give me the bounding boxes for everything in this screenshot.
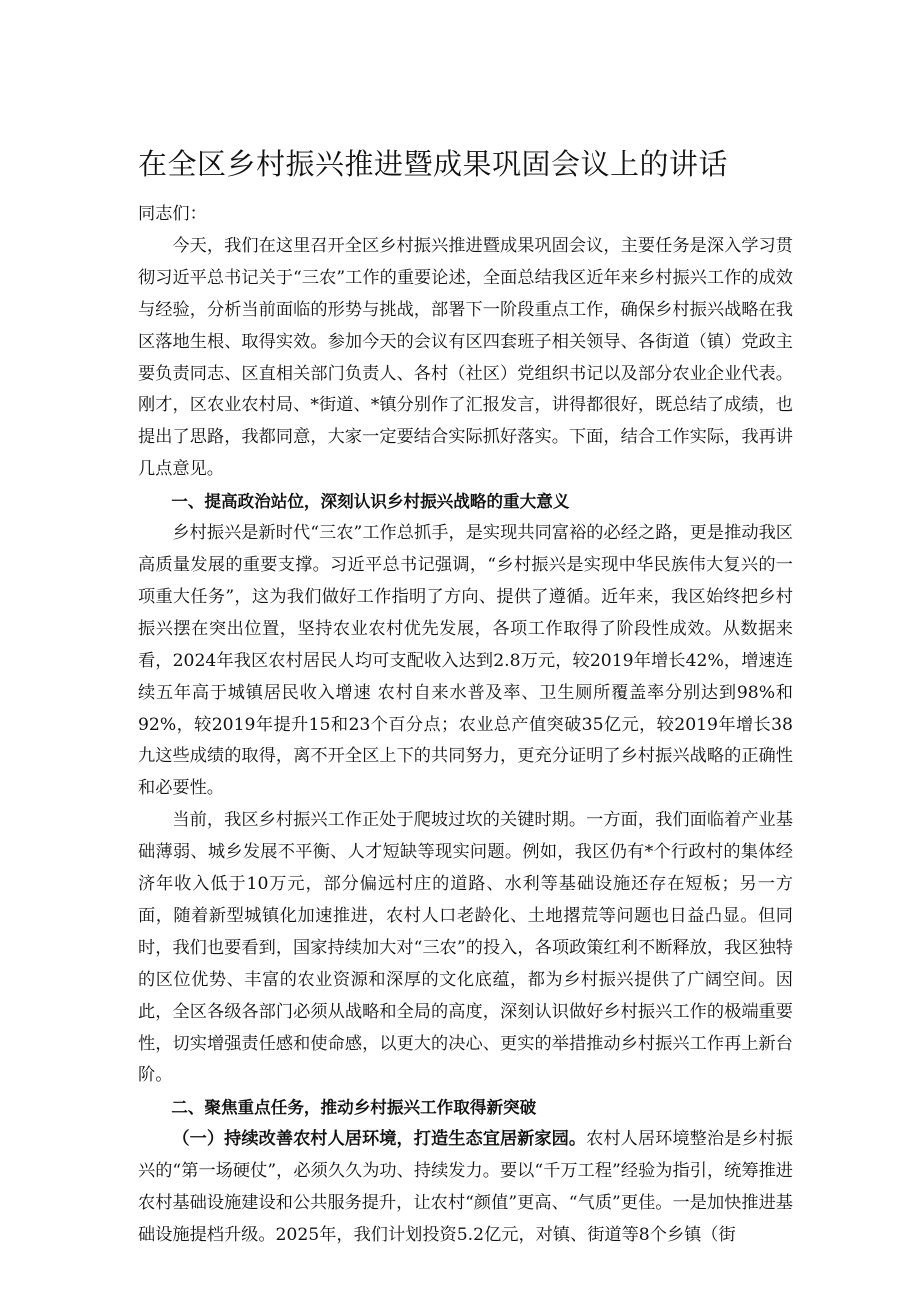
section-1-heading: 一、提高政治站位，深刻认识乡村振兴战略的重大意义 [171,492,570,512]
section-2-heading: 二、聚焦重点任务，推动乡村振兴工作取得新突破 [171,1098,537,1118]
intro-paragraph: 今天，我们在这里召开全区乡村振兴推进暨成果巩固会议，主要任务是深入学习贯彻习近平总书记关于“三农”工作的重要论述，全面总结我区近年来乡村振兴工作的成效与经验，分析当前面临的形势与挑战，部署下一阶段重点工作，确保乡村振兴战略在我区落地生根、取得实效。参加今天的会议有区四套班子相关领导、各街道（镇）党政主要负责同志、区直相关部门负责人、各村（社区）党组织书记以及部分农业企业代表。刚才，区农业农村局、*街道、*镇分别作了汇报发言，讲得都很好，既总结了成绩，也提出了思路，我都同意，大家一定要结合实际抓好落实。下面，结合工作实际，我再讲几点意见。 [138,235,793,480]
section-1-paragraph-2: 当前，我区乡村振兴工作正处于爬坡过坎的关键时期。一方面，我们面临着产业基础薄弱、城乡发展不平衡、人才短缺等现实问题。例如，我区仍有*个行政村的集体经济年收入低于10万元，部分偏远村庄的道路、水利等基础设施还存在短板；另一方面，随着新型城镇化加速推进，农村人口老龄化、土地撂荒等问题也日益凸显。但同时，我们也要看到，国家持续加大对“三农”的投入，各项政策红利不断释放，我区独特的区位优势、丰富的农业资源和深厚的文化底蕴，都为乡村振兴提供了广阔空间。因此，全区各级各部门必须从战略和全局的高度，深刻认识做好乡村振兴工作的极端重要性，切实增强责任感和使命感，以更大的决心、更实的举措推动乡村振兴工作再上新台阶。 [138,810,793,1086]
document-title: 在全区乡村振兴推进暨成果巩固会议上的讲话 [138,147,729,181]
section-2-subsection-1 [138,1124,793,1252]
subsection-1-lead: （一）持续改善农村人居环境，打造生态宜居新家园。 [172,1129,587,1150]
salutation: 同志们： [138,204,207,224]
section-1-paragraph-1: 乡村振兴是新时代“三农”工作总抓手，是实现共同富裕的必经之路，更是推动我区高质量发展的重要支撑。习近平总书记强调，“乡村振兴是实现中华民族伟大复兴的一项重大任务”，这为我们做好工作指明了方向、提供了遵循。近年来，我区始终把乡村振兴摆在突出位置，坚持农业农村优先发展，各项工作取得了阶段性成效。从数据来看，2024年我区农村居民人均可支配收入达到2.8万元，较2019年增长42%，增速连续五年高于城镇居民收入增速 农村自来水普及率、卫生厕所覆盖率分别达到98%和92%，较2019年提升15和23个百分点；农业总产值突破35亿元，较2019年增长38九这些成绩的取得，离不开全区上下的共同努力，更充分证明了乡村振兴战略的正确性和必要性。 [138,523,793,799]
document-body [138,199,793,1252]
subsection-1-text: 农村人居环境整治是乡村振兴的“第一场硬仗”，必须久久为功、持续发力。要以“千万工程”经验为指引，统筹推进农村基础设施建设和公共服务提升，让农村“颜值”更高、“气质”更佳。一是加快推进基础设施提档升级。2025年，我们计划投资5.2亿元，对镇、街道等8个乡镇（街 [138,1129,793,1245]
